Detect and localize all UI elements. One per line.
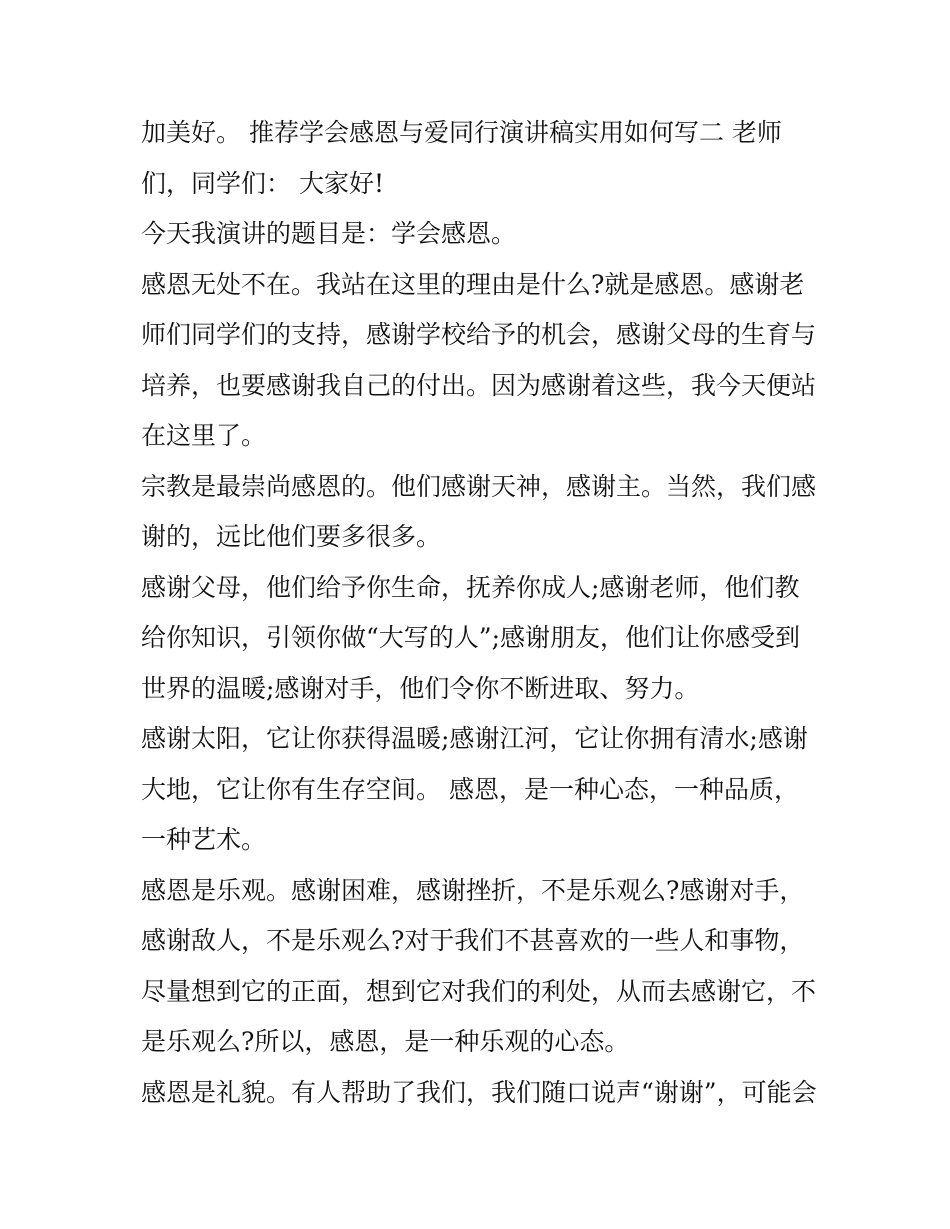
text-line: 感恩无处不在。我站在这里的理由是什么?就是感恩。感谢老 xyxy=(141,269,805,299)
text-line: 培养，也要感谢我自己的付出。因为感谢着这些，我今天便站 xyxy=(141,370,817,400)
text-line: 今天我演讲的题目是：学会感恩。 xyxy=(141,219,517,248)
text-line: 大地，它让你有生存空间。 感恩，是一种心态，一种品质， xyxy=(141,774,799,804)
text-line: 感谢敌人，不是乐观么?对于我们不甚喜欢的一些人和事物， xyxy=(141,926,805,955)
text-line: 世界的温暖;感谢对手，他们令你不断进取、努力。 xyxy=(141,673,700,703)
text-line: 是乐观么?所以，感恩，是一种乐观的心态。 xyxy=(141,1027,630,1056)
text-line: 感谢父母，他们给予你生命，抚养你成人;感谢老师，他们教 xyxy=(141,572,800,602)
text-line: 尽量想到它的正面，想到它对我们的利处，从而去感谢它，不 xyxy=(141,976,817,1006)
text-line: 给你知识，引领你做“大写的人”;感谢朋友，他们让你感受到 xyxy=(141,623,800,652)
text-line: 加美好。 推荐学会感恩与爱同行演讲稿实用如何写二 老师 xyxy=(141,118,782,147)
text-line: 在这里了。 xyxy=(141,421,267,450)
text-line: 们，同学们： 大家好! xyxy=(141,168,384,198)
text-line: 谢的，远比他们要多很多。 xyxy=(141,522,442,551)
text-line: 师们同学们的支持，感谢学校给予的机会，感谢父母的生育与 xyxy=(141,320,817,349)
document-body-text xyxy=(141,108,817,1118)
text-line: 宗教是最崇尚感恩的。他们感谢天神，感谢主。当然，我们感 xyxy=(141,471,817,501)
text-line: 感恩是乐观。感谢困难，感谢挫折，不是乐观么?感谢对手， xyxy=(141,875,805,905)
text-line: 感恩是礼貌。有人帮助了我们，我们随口说声“谢谢”，可能会 xyxy=(141,1077,817,1107)
text-line: 一种艺术。 xyxy=(141,825,267,854)
text-line: 感谢太阳，它让你获得温暖;感谢江河，它让你拥有清水;感谢 xyxy=(141,724,808,753)
